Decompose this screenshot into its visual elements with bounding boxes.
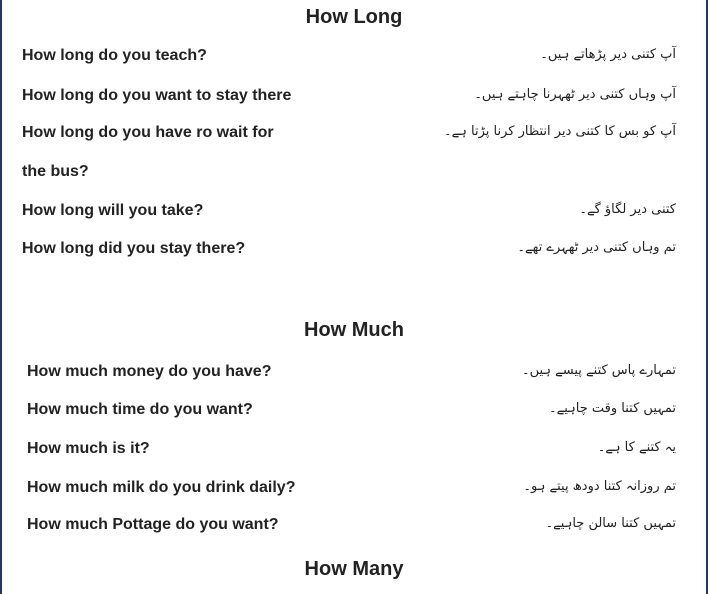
urdu-translation: آپ کو بس کا کتنی دیر انتظار کرنا پڑتا ہے۔ — [444, 124, 676, 139]
english-phrase: How long do you have ro wait for — [22, 124, 274, 141]
english-phrase: How much money do you have? — [27, 363, 272, 380]
english-phrase: How much Pottage do you want? — [27, 516, 279, 533]
english-phrase: How long do you teach? — [22, 47, 207, 64]
english-phrase: How much is it? — [27, 440, 150, 457]
english-phrase: How much milk do you drink daily? — [27, 479, 296, 496]
english-phrase: How long did you stay there? — [22, 240, 246, 257]
urdu-translation: کتنی دیر لگاؤ گے۔ — [579, 202, 676, 217]
english-phrase: How long will you take? — [22, 202, 204, 219]
urdu-translation: تمہیں کتنا وقت چاہیے۔ — [549, 401, 676, 416]
urdu-translation: تمہیں کتنا سالن چاہیے۔ — [545, 516, 676, 531]
urdu-translation: تم روزانہ کتنا دودھ پیتے ہو۔ — [523, 479, 676, 494]
english-phrase-continued: the bus? — [22, 163, 89, 180]
section-heading-how-much: How Much — [304, 319, 404, 341]
section-heading-how-long: How Long — [305, 6, 403, 28]
section-heading-how-many: How Many — [304, 558, 404, 580]
english-phrase: How long do you want to stay there — [22, 87, 292, 104]
urdu-translation: آپ وہاں کتنی دیر ٹھہرنا چاہتے ہیں۔ — [474, 87, 676, 102]
urdu-translation: یہ کتنے کا ہے۔ — [597, 440, 676, 455]
urdu-translation: تمہارے پاس کتنے پیسے ہیں۔ — [521, 363, 676, 378]
urdu-translation: تم وہاں کتنی دیر ٹھہرے تھے۔ — [517, 240, 676, 255]
english-phrase: How much time do you want? — [27, 401, 253, 418]
urdu-translation: آپ کتنی دیر پڑھاتے ہیں۔ — [540, 47, 676, 62]
